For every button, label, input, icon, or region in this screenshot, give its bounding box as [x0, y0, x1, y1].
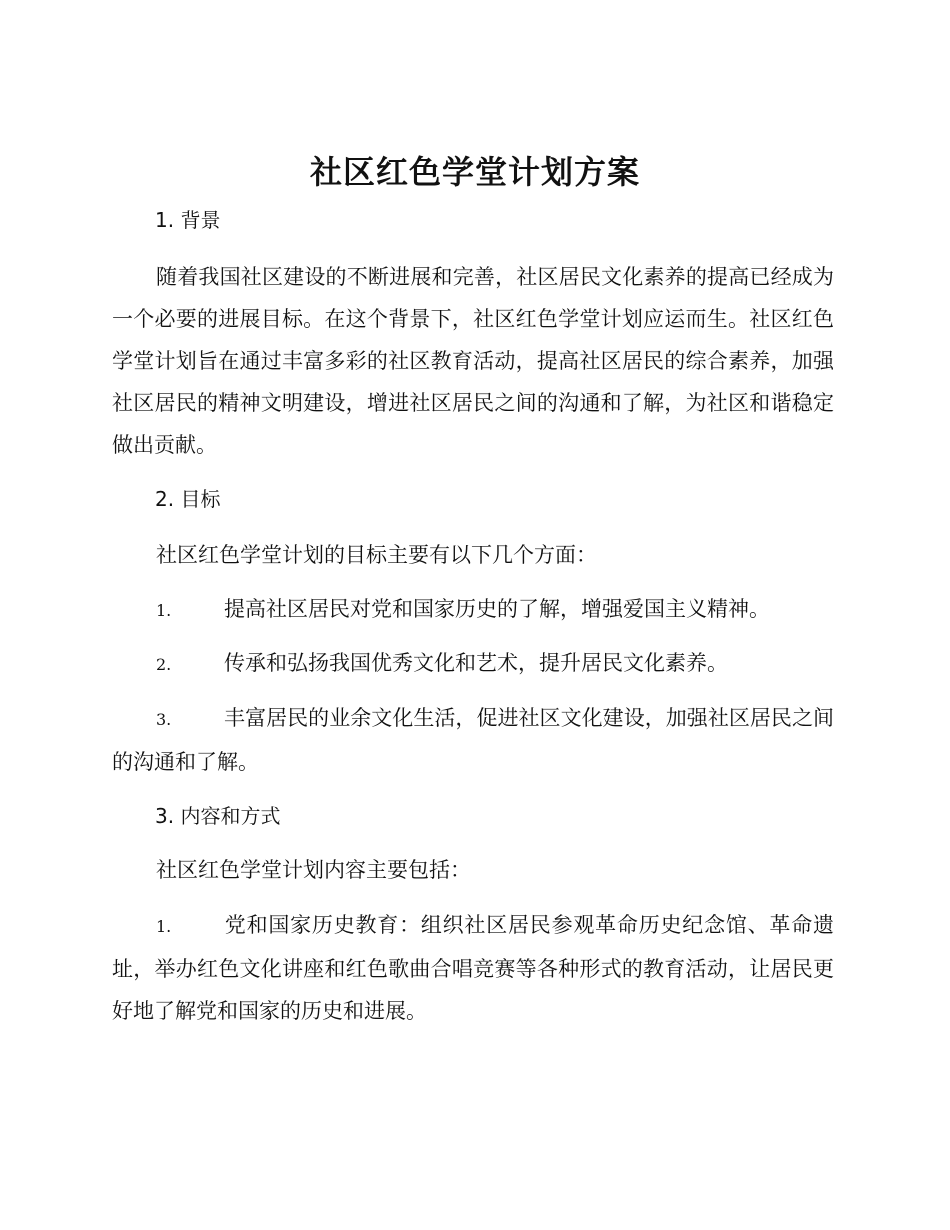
section-heading-content: 3. 内容和方式	[155, 804, 281, 828]
list-item-text: 提高社区居民对党和国家历史的了解，增强爱国主义精神。	[224, 597, 770, 621]
section-paragraph-background: 随着我国社区建设的不断进展和完善，社区居民文化素养的提高已经成为一个必要的进展目标。在这个背景下，社区红色学堂计划应运而生。社区红色学堂计划旨在通过丰富多彩的社区教育活动，提高社区居民的综合素养，加强社区居民的精神文明建设，增进社区居民之间的沟通和了解，为社区和谐稳定做出贡献。	[112, 265, 834, 457]
section-heading-goals: 2. 目标	[155, 487, 221, 511]
list-item	[112, 904, 834, 1032]
list-item-text: 传承和弘扬我国优秀文化和艺术，提升居民文化素养。	[224, 651, 728, 675]
list-item-number: 1.	[156, 917, 172, 936]
section-intro-content: 社区红色学堂计划内容主要包括：	[156, 858, 471, 882]
list-item	[112, 697, 834, 783]
section-heading-background: 1. 背景	[155, 208, 221, 232]
list-item-number: 1.	[156, 601, 172, 620]
list-item-number: 2.	[156, 655, 172, 674]
list-item-text: 党和国家历史教育：组织社区居民参观革命历史纪念馆、革命遗址，举办红色文化讲座和红色歌曲合唱竞赛等各种形式的教育活动，让居民更好地了解党和国家的历史和进展。	[112, 913, 834, 1023]
list-item	[112, 588, 834, 632]
list-item-text: 丰富居民的业余文化生活，促进社区文化建设，加强社区居民之间的沟通和了解。	[112, 706, 834, 774]
list-item	[112, 642, 834, 686]
section-intro-goals: 社区红色学堂计划的目标主要有以下几个方面：	[156, 543, 597, 567]
list-item-number: 3.	[156, 710, 172, 729]
document-title: 社区红色学堂计划方案	[309, 153, 640, 191]
